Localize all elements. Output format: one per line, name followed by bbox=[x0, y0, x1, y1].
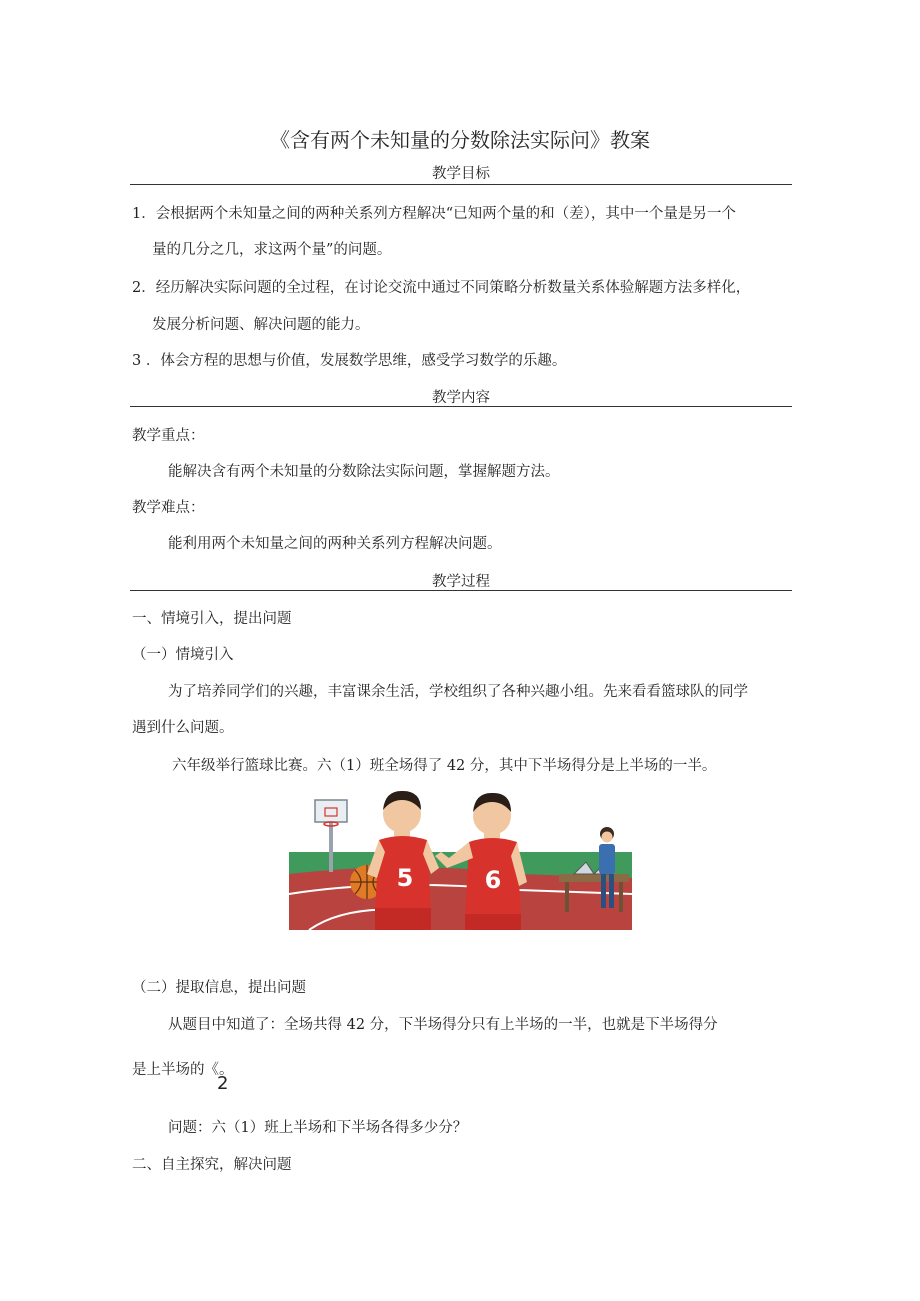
sub2-heading: （二）提取信息，提出问题 bbox=[132, 980, 306, 996]
section-heading-objectives: 教学目标 bbox=[432, 166, 490, 182]
objective-2-line2: 发展分析问题、解决问题的能力。 bbox=[152, 317, 370, 333]
part2-heading: 二、自主探究，解决问题 bbox=[132, 1157, 292, 1173]
objective-3: 3 ．体会方程的思想与价值，发展数学思维，感受学习数学的乐趣。 bbox=[132, 353, 567, 369]
sub2-paragraph-line2: 是上半场的《。 bbox=[132, 1062, 234, 1078]
sub1-paragraph2: 六年级举行篮球比赛。六（1）班全场得了 42 分，其中下半场得分是上半场的一半。 bbox=[172, 758, 717, 774]
basketball-illustration bbox=[289, 782, 632, 930]
objective-1-line2: 量的几分之几，求这两个量”的问题。 bbox=[152, 242, 392, 258]
section-heading-process: 教学过程 bbox=[432, 574, 490, 590]
key-point-label: 教学重点： bbox=[132, 428, 205, 444]
fraction-denominator: 2 bbox=[217, 1073, 229, 1094]
jersey-number-right: 6 bbox=[484, 866, 502, 894]
jersey-number-left: 5 bbox=[396, 864, 414, 892]
part1-heading: 一、情境引入，提出问题 bbox=[132, 611, 292, 627]
objective-1-line1: 1．会根据两个未知量之间的两种关系列方程解决“已知两个量的和（差），其中一个量是另一个 bbox=[132, 206, 736, 222]
difficult-point-text: 能利用两个未知量之间的两种关系列方程解决问题。 bbox=[168, 536, 502, 552]
page-title: 《含有两个未知量的分数除法实际问》教案 bbox=[270, 128, 650, 152]
divider bbox=[130, 184, 792, 185]
question-text: 问题：六（1）班上半场和下半场各得多少分？ bbox=[168, 1120, 468, 1136]
sub1-paragraph1-line1: 为了培养同学们的兴趣，丰富课余生活，学校组织了各种兴趣小组。先来看看篮球队的同学 bbox=[168, 684, 748, 700]
divider bbox=[130, 406, 792, 407]
section-heading-content: 教学内容 bbox=[432, 390, 490, 406]
key-point-text: 能解决含有两个未知量的分数除法实际问题，掌握解题方法。 bbox=[168, 464, 560, 480]
sub1-heading: （一）情境引入 bbox=[132, 647, 234, 663]
sub2-paragraph-line1: 从题目中知道了：全场共得 42 分，下半场得分只有上半场的一半，也就是下半场得分 bbox=[168, 1017, 718, 1033]
divider bbox=[130, 590, 792, 591]
sub1-paragraph1-line2: 遇到什么问题。 bbox=[132, 720, 234, 736]
difficult-point-label: 教学难点： bbox=[132, 500, 205, 516]
objective-2-line1: 2．经历解决实际问题的全过程，在讨论交流中通过不同策略分析数量关系体验解题方法多样化， bbox=[132, 280, 751, 296]
